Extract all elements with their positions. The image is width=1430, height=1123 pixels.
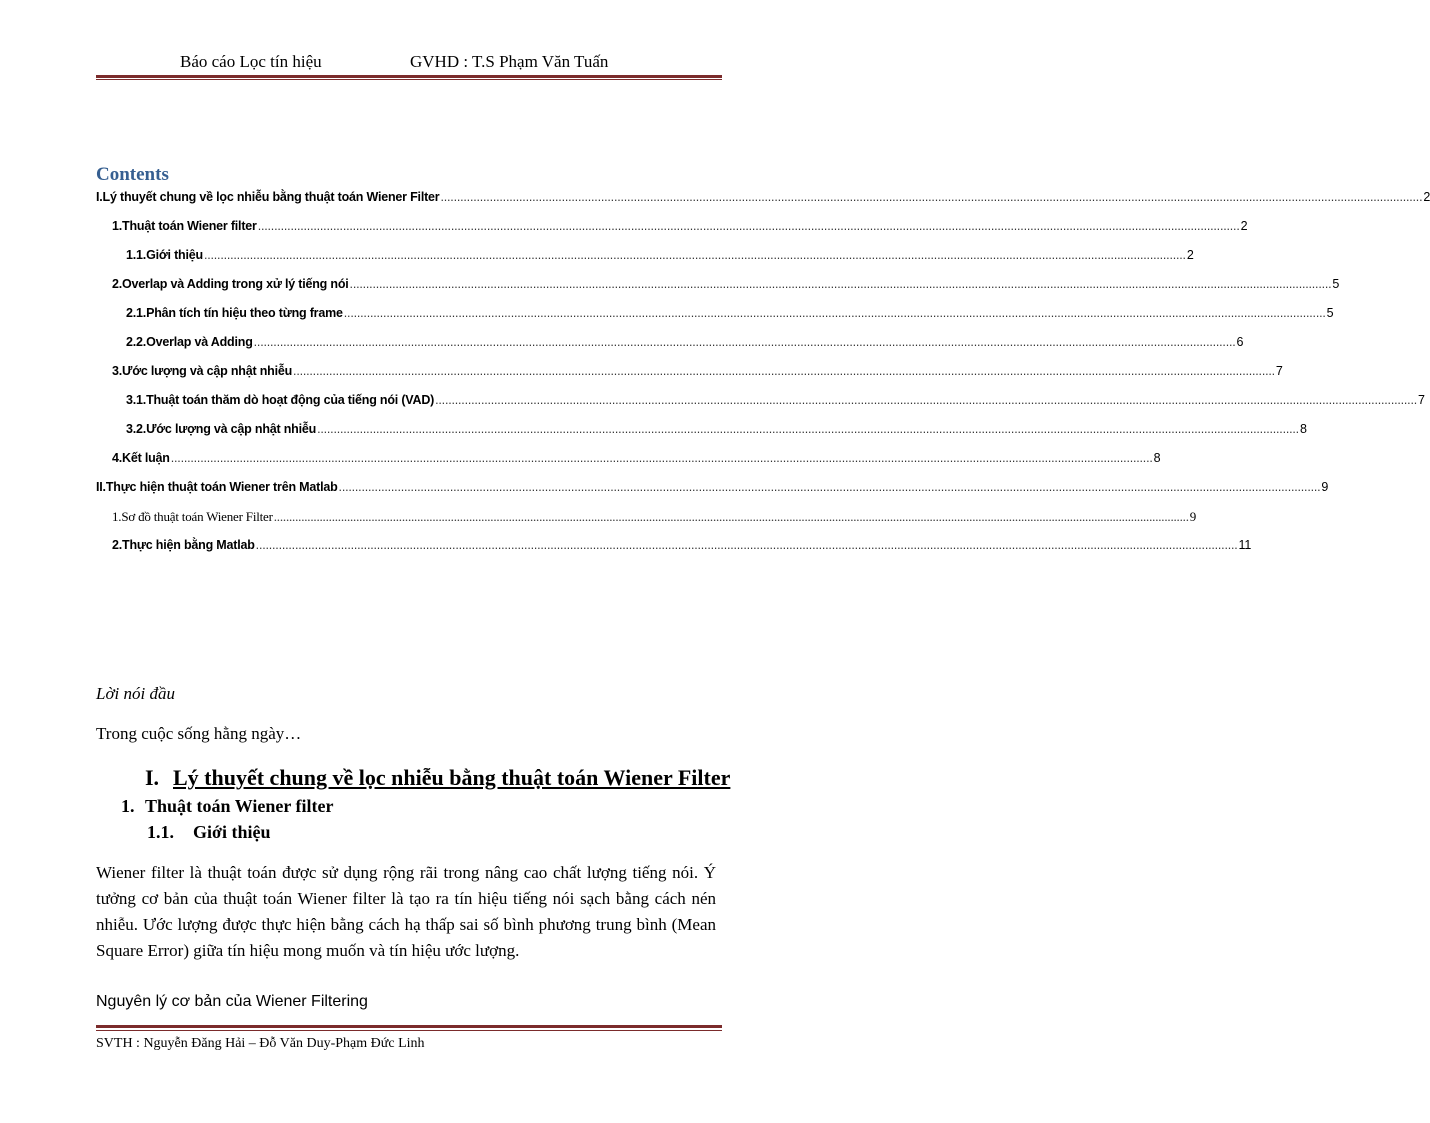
header-rule-thick (96, 75, 722, 78)
toc-entry[interactable] (96, 480, 1329, 500)
heading-3-text: Giới thiệu (193, 822, 271, 842)
header-rule-thin (96, 79, 722, 80)
toc-entry-title: Overlap và Adding trong xử lý tiếng nói (122, 277, 349, 291)
toc-entry-title: Giới thiệu (146, 248, 203, 262)
page-footer: SVTH : Nguyễn Đăng Hải – Đỗ Văn Duy-Phạm Đức Linh (96, 1036, 425, 1051)
section-heading-2 (121, 796, 334, 817)
toc-entry-page: 7 (1275, 364, 1283, 378)
toc-dot-leader: ............................................................................................................................................................................................................................................................................................................ (253, 335, 1236, 349)
toc-entry-page: 8 (1299, 422, 1307, 436)
toc-entry-page: 9 (1321, 480, 1329, 494)
toc-dot-leader: ............................................................................................................................................................................................................................................................................................................ (343, 306, 1326, 320)
toc-dot-leader: ............................................................................................................................................................................................................................................................................................................ (349, 277, 1332, 291)
toc-dot-leader: ............................................................................................................................................................................................................................................................................................................ (435, 393, 1417, 407)
toc-dot-leader: ............................................................................................................................................................................................................................................................................................................ (293, 364, 1275, 378)
toc-entry-number: I. (96, 190, 103, 204)
toc-dot-leader: ............................................................................................................................................................................................................................................................................................................ (255, 538, 1238, 552)
heading-3-number: 1.1. (147, 822, 174, 842)
toc-entry[interactable] (96, 422, 1307, 442)
toc-entry[interactable] (96, 219, 1248, 239)
subheading-sans: Nguyên lý cơ bản của Wiener Filtering (96, 993, 368, 1010)
toc-entry-number: 3. (112, 364, 123, 378)
header-report-title: Báo cáo Lọc tín hiệu (180, 52, 322, 71)
toc-entry-page: 6 (1236, 335, 1244, 349)
toc-dot-leader: ............................................................................................................................................................................................................................................................................................................ (203, 248, 1186, 262)
heading-1-text: Lý thuyết chung về lọc nhiễu bằng thuật toán Wiener Filter (173, 765, 731, 790)
toc-entry-page: 11 (1238, 538, 1252, 552)
toc-entry-number: 2.1. (126, 306, 147, 320)
contents-title: Contents (96, 164, 169, 185)
toc-entry-number: 3.1. (126, 393, 147, 407)
toc-dot-leader: ............................................................................................................................................................................................................................................................................................................ (338, 480, 1321, 494)
toc-entry[interactable] (96, 538, 1252, 558)
intro-text: Trong cuộc sống hằng ngày… (96, 724, 302, 743)
toc-entry-number: 1.1. (126, 248, 147, 262)
toc-dot-leader: ............................................................................................................................................................................................................................................................................................................ (273, 509, 1189, 524)
toc-dot-leader: ............................................................................................................................................................................................................................................................................................................ (170, 451, 1153, 465)
toc-entry-number: 2. (112, 538, 123, 552)
toc-entry-page: 2 (1423, 190, 1430, 204)
toc-entry-title: Thực hiện thuật toán Wiener trên Matlab (105, 480, 338, 494)
toc-entry[interactable] (96, 335, 1244, 355)
heading-1-number: I. (145, 765, 160, 790)
toc-entry[interactable] (96, 364, 1283, 384)
toc-entry-page: 5 (1332, 277, 1340, 291)
toc-entry-page: 9 (1189, 509, 1197, 524)
toc-entry-title: Ước lượng và cập nhật nhiễu (122, 364, 293, 378)
toc-entry-title: Ước lượng và cập nhật nhiễu (146, 422, 317, 436)
toc-entry-number: 1. (112, 509, 122, 524)
toc-entry-title: Kết luận (122, 451, 170, 465)
toc-entry[interactable] (96, 393, 1425, 413)
toc-entry-number: 2. (112, 277, 123, 291)
heading-2-number: 1. (121, 796, 135, 816)
toc-entry[interactable] (96, 277, 1340, 297)
toc-entry[interactable] (96, 306, 1334, 326)
toc-entry-number: 1. (112, 219, 123, 233)
toc-entry-page: 2 (1240, 219, 1248, 233)
page-header (96, 52, 722, 74)
toc-dot-leader: ............................................................................................................................................................................................................................................................................................................ (257, 219, 1240, 233)
toc-entry-number: 3.2. (126, 422, 147, 436)
toc-entry-title: Lý thuyết chung về lọc nhiễu bằng thuật toán Wiener Filter (102, 190, 440, 204)
heading-2-text: Thuật toán Wiener filter (145, 796, 334, 816)
toc-entry-title: Thuật toán Wiener filter (122, 219, 257, 233)
toc-entry-page: 2 (1186, 248, 1194, 262)
toc-entry-number: 2.2. (126, 335, 147, 349)
toc-dot-leader: ............................................................................................................................................................................................................................................................................................................ (440, 190, 1423, 204)
toc-entry[interactable] (96, 509, 1197, 529)
toc-entry-title: Thực hiện bằng Matlab (122, 538, 255, 552)
body-paragraph: Wiener filter là thuật toán được sử dụng rộng rãi trong nâng cao chất lượng tiếng nói. Ý tưởng cơ bản của thuật toán Wiener filter là tạo ra tín hiệu tiếng nói sạch bằng cách nén nhiễu. Ước lượng được thực hiện bằng cách hạ thấp sai số bình phương trung bình (Mean Square Error) giữa tín hiệu mong muốn và tín hiệu ước lượng. (96, 863, 716, 960)
toc-entry-title: Thuật toán thăm dò hoạt động của tiếng nói (VAD) (146, 393, 435, 407)
toc-entry[interactable] (96, 248, 1194, 268)
toc-entry-page: 7 (1418, 393, 1425, 407)
toc-entry-number: II. (96, 480, 106, 494)
footer-rule-thin (96, 1030, 722, 1031)
toc-entry-title: Phân tích tín hiệu theo từng frame (146, 306, 343, 320)
header-supervisor: GVHD : T.S Phạm Văn Tuấn (410, 52, 609, 71)
toc-entry-page: 8 (1153, 451, 1161, 465)
toc-entry-title: Sơ đồ thuật toán Wiener Filter (121, 509, 273, 524)
section-heading-1 (145, 765, 730, 791)
toc-entry-title: Overlap và Adding (146, 335, 253, 349)
toc-entry[interactable] (96, 190, 1430, 210)
preface-heading: Lời nói đầu (96, 684, 175, 703)
footer-rule-thick (96, 1025, 722, 1028)
section-heading-3 (147, 822, 270, 843)
toc-entry-number: 4. (112, 451, 123, 465)
toc-dot-leader: ............................................................................................................................................................................................................................................................................................................ (317, 422, 1299, 436)
toc-entry[interactable] (96, 451, 1161, 471)
toc-entry-page: 5 (1326, 306, 1334, 320)
